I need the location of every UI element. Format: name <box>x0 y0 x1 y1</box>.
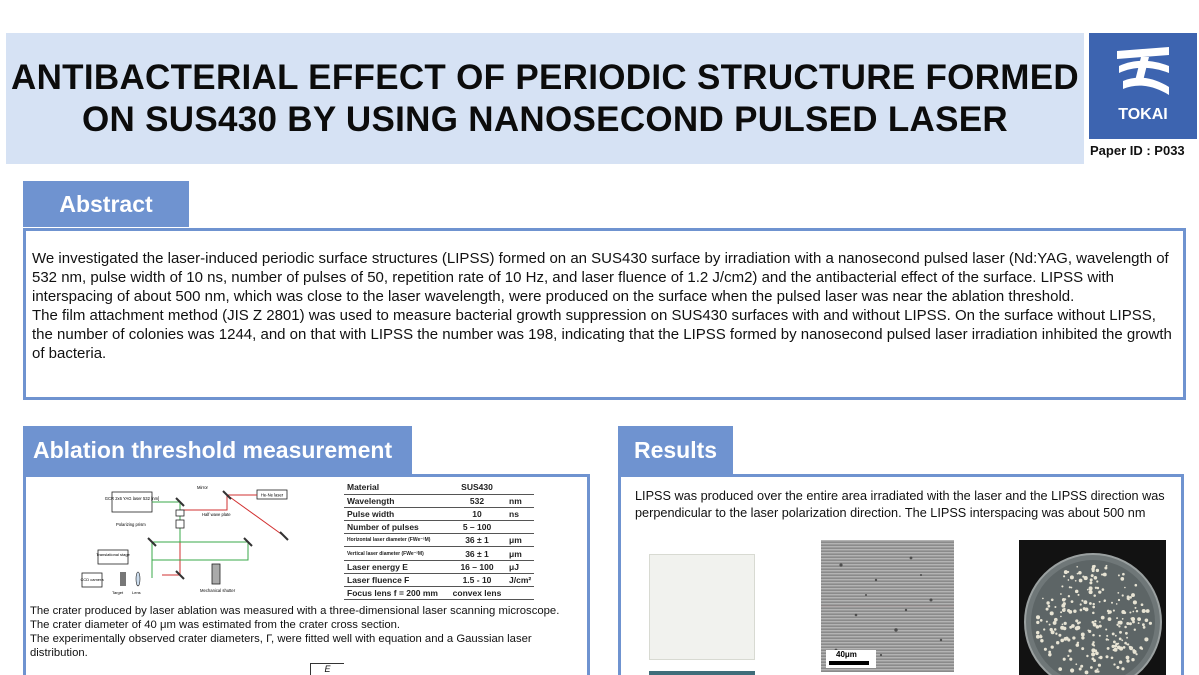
colony-dot <box>1119 621 1123 625</box>
lens-label: Lens <box>132 590 141 595</box>
table-row <box>344 560 534 573</box>
colony-dot <box>1068 579 1070 581</box>
colony-dot <box>1125 632 1128 635</box>
colony-dot <box>1086 655 1088 657</box>
colony-dot <box>1060 611 1062 613</box>
colony-dot <box>1051 645 1054 648</box>
colony-dot <box>1098 590 1101 593</box>
colony-dot <box>1108 610 1111 613</box>
colony-dot <box>1076 626 1080 630</box>
param-value: 1.5 - 10 <box>448 573 506 586</box>
colony-dot <box>1119 660 1122 663</box>
colony-dot <box>1116 666 1119 669</box>
colony-dot <box>1104 566 1107 569</box>
colony-dot <box>1046 601 1049 604</box>
colony-dot <box>1067 655 1069 657</box>
colony-dot <box>1063 658 1066 661</box>
paper-id: Paper ID : P033 <box>1090 143 1185 158</box>
lens <box>136 572 140 586</box>
colony-dot <box>1062 623 1064 625</box>
ablation-text <box>30 604 586 660</box>
colony-dot <box>1087 589 1089 591</box>
colony-dot <box>1118 574 1120 576</box>
polarizing-prism <box>176 520 184 528</box>
colony-dot <box>1113 663 1115 665</box>
param-unit <box>506 587 534 600</box>
petri-dish-image <box>1019 540 1166 675</box>
colony-dot <box>1092 606 1095 609</box>
colony-dot <box>1091 574 1094 577</box>
colony-dot <box>1122 618 1124 620</box>
colony-dot <box>1080 665 1083 668</box>
colony-dot <box>1134 629 1136 631</box>
colony-dot <box>1048 653 1051 656</box>
colony-dot <box>1090 578 1093 581</box>
abstract-heading: Abstract <box>23 181 189 227</box>
param-unit: μJ <box>506 560 534 573</box>
yag-laser-label: GCR 2x6 YAG laser 532 [nm] <box>104 496 160 501</box>
colony-dot <box>1106 565 1108 567</box>
colony-dot <box>1040 619 1043 622</box>
colony-dot <box>1064 637 1068 641</box>
colony-dot <box>1098 664 1101 667</box>
colony-dot <box>1105 655 1108 658</box>
ccd-label: CCD camera <box>80 577 104 582</box>
param-unit: μm <box>506 547 534 560</box>
colony-dot <box>1129 611 1131 613</box>
param-value: 10 <box>448 507 506 520</box>
colony-dot <box>1094 670 1097 673</box>
table-row <box>344 494 534 507</box>
hene-laser-label: He-Ne laser <box>260 492 284 498</box>
yag-laser-box <box>112 492 152 512</box>
colony-dot <box>1118 599 1120 601</box>
colony-dot <box>1091 652 1095 656</box>
colony-dot <box>1126 637 1128 639</box>
table-row <box>344 587 534 600</box>
colony-dot <box>1096 652 1099 655</box>
colony-dot <box>1061 604 1065 608</box>
colony-dot <box>1064 598 1066 600</box>
colony-dot <box>1099 625 1102 628</box>
colony-dot <box>1054 618 1058 622</box>
colony-dot <box>1149 622 1152 625</box>
colony-dot <box>1064 608 1066 610</box>
colony-dot <box>1094 620 1096 622</box>
colony-dot <box>1076 643 1080 647</box>
colony-dot <box>1053 621 1056 624</box>
colony-dot <box>1106 638 1108 640</box>
half-wave-plate <box>176 510 184 516</box>
colony-dot <box>1049 624 1051 626</box>
colony-dot <box>1085 670 1089 674</box>
table-row <box>344 521 534 534</box>
colony-dot <box>1113 640 1116 643</box>
param-unit <box>506 481 534 494</box>
colony-dot <box>1072 636 1075 639</box>
colony-dot <box>1092 612 1095 615</box>
colony-dot <box>1036 631 1040 635</box>
colony-dot <box>1129 622 1132 625</box>
ablation-text-2: The crater diameter of 40 μm was estimated from the crater cross section. <box>30 619 401 631</box>
logo-text: TOKAI <box>1118 106 1168 123</box>
colony-dot <box>1056 641 1059 644</box>
param-value: 16 – 100 <box>448 560 506 573</box>
results-heading: Results <box>618 426 733 474</box>
colony-dot <box>1115 643 1118 646</box>
green-beam <box>152 502 248 578</box>
colony-dot <box>1040 639 1043 642</box>
colony-dot <box>1075 619 1078 622</box>
colony-dot <box>1122 573 1125 576</box>
prism-label: Polarizing prism <box>116 522 146 527</box>
film-sample-base <box>649 671 755 675</box>
colony-dot <box>1099 635 1101 637</box>
colony-dot <box>1129 596 1132 599</box>
table-row <box>344 507 534 520</box>
colony-dot <box>1111 656 1114 659</box>
colony-dot <box>1048 605 1051 608</box>
colony-dot <box>1120 577 1124 581</box>
colony-dot <box>1089 590 1093 594</box>
colony-dot <box>1050 628 1053 631</box>
colony-dot <box>1054 628 1057 631</box>
colony-dot <box>1101 616 1105 620</box>
colony-dot <box>1036 615 1040 619</box>
colony-dot <box>1144 637 1148 641</box>
colony-dot <box>1063 575 1065 577</box>
laser-parameter-table <box>344 481 534 600</box>
colony-dot <box>1079 668 1082 671</box>
colony-dot <box>1075 580 1077 582</box>
colony-dot <box>1145 619 1149 623</box>
colony-dot <box>1068 595 1070 597</box>
colony-dot <box>1080 603 1082 605</box>
colony-dot <box>1103 573 1107 577</box>
colony-dot <box>1069 586 1071 588</box>
table-row <box>344 534 534 547</box>
colony-dot <box>1142 623 1145 626</box>
colony-dot <box>1081 647 1084 650</box>
colony-dot <box>1043 628 1045 630</box>
colony-dot <box>1089 602 1092 605</box>
colony-dot <box>1092 603 1094 605</box>
colony-dot <box>1093 594 1096 597</box>
colony-dot <box>1123 646 1126 649</box>
colony-dot <box>1118 625 1120 627</box>
colony-dot <box>1101 574 1103 576</box>
colony-dot <box>1107 647 1110 650</box>
colony-dot <box>1064 570 1068 574</box>
colony-dot <box>1095 649 1098 652</box>
colony-dot <box>1136 610 1138 612</box>
colony-dot <box>1089 586 1093 590</box>
optical-setup-diagram <box>52 480 292 600</box>
colony-dot <box>1090 667 1092 669</box>
target-label: Target <box>112 590 124 595</box>
colony-dot <box>1069 626 1072 629</box>
table-row <box>344 481 534 494</box>
colony-dot <box>1036 635 1040 639</box>
param-value: 532 <box>448 494 506 507</box>
colony-dot <box>1112 632 1115 635</box>
param-name: Pulse width <box>344 507 448 520</box>
param-value: 5 – 100 <box>448 521 506 534</box>
colony-dot <box>1076 566 1078 568</box>
colony-dot <box>1054 606 1056 608</box>
colony-dot <box>1126 659 1129 662</box>
colony-dot <box>1106 635 1108 637</box>
colony-dot <box>1084 576 1088 580</box>
colony-dot <box>1080 609 1083 612</box>
colony-dot <box>1117 646 1121 650</box>
colony-dot <box>1124 626 1127 629</box>
colony-dot <box>1077 623 1079 625</box>
scale-label: 40μm <box>836 650 857 659</box>
colony-dot <box>1050 611 1054 615</box>
colony-dot <box>1099 601 1101 603</box>
halfwave-label: Half wave plate <box>202 512 231 517</box>
colony-dot <box>1077 594 1079 596</box>
colony-dot <box>1051 598 1054 601</box>
colony-dot <box>1127 595 1130 598</box>
results-text: LIPSS was produced over the entire area irradiated with the laser and the LIPSS direction was perpendicular to the laser polarization direction. The LIPSS interspacing was about 500 nm <box>635 489 1165 520</box>
colony-dot <box>1064 622 1067 625</box>
colony-dot <box>1105 628 1107 630</box>
red-beam <box>162 495 257 575</box>
colony-dot <box>1126 656 1130 660</box>
table-row <box>344 573 534 586</box>
colony-dot <box>1044 648 1047 651</box>
colony-dot <box>1142 609 1146 613</box>
param-unit: ns <box>506 507 534 520</box>
title-line-2: ON SUS430 BY USING NANOSECOND PULSED LASER <box>81 99 1009 139</box>
colony-dot <box>1121 639 1123 641</box>
colony-dot <box>1089 581 1092 584</box>
colony-dot <box>1119 631 1122 634</box>
param-name: Vertical laser diameter (FWe⁻²M) <box>344 547 448 560</box>
param-value: convex lens <box>448 587 506 600</box>
colony-dot <box>1077 642 1079 644</box>
colony-dot <box>1131 593 1135 597</box>
abstract-paragraph-2: The film attachment method (JIS Z 2801) was used to measure bacterial growth suppression on SUS430 surfaces with and without LIPSS. On the surface without LIPSS, the number of colonies was 1244, and on that with LIPSS the number was 198, indicating that the LIPSS formed by nanosecond pulsed laser irradiation inhibited the growth of bacteria. <box>32 307 1172 362</box>
colony-dot <box>1095 587 1097 589</box>
mechanical-shutter <box>212 564 220 584</box>
colony-dot <box>1091 657 1094 660</box>
colony-dot <box>1099 621 1101 623</box>
colony-dot <box>1135 607 1137 609</box>
colony-dot <box>1087 630 1089 632</box>
param-name: Material <box>344 481 448 494</box>
param-value: SUS430 <box>448 481 506 494</box>
colony-dot <box>1113 610 1115 612</box>
colony-dot <box>1138 622 1140 624</box>
param-unit <box>506 521 534 534</box>
colony-dot <box>1081 636 1084 639</box>
colony-dot <box>1092 565 1095 568</box>
stage-label: Translational stage <box>96 552 130 557</box>
colony-dot <box>1042 598 1044 600</box>
shutter-label: Mechanical shutter <box>200 588 236 593</box>
colony-dot <box>1144 626 1146 628</box>
colony-dot <box>1048 651 1051 654</box>
colony-dot <box>1096 625 1100 629</box>
colony-dot <box>1078 571 1082 575</box>
colony-dot <box>1128 598 1130 600</box>
colony-dot <box>1069 658 1072 661</box>
colony-dot <box>1121 667 1124 670</box>
colony-dot <box>1058 634 1061 637</box>
colony-dot <box>1036 621 1039 624</box>
colony-dot <box>1060 616 1062 618</box>
colony-dot <box>1092 621 1095 624</box>
colony-dot <box>1061 585 1063 587</box>
colony-dot <box>1135 584 1138 587</box>
ablation-text-1: The crater produced by laser ablation was measured with a three-dimensional laser scanning microscope. <box>30 605 560 617</box>
colony-dot <box>1098 657 1100 659</box>
colony-dot <box>1119 638 1122 641</box>
colony-dot <box>1073 609 1076 612</box>
formula-fragment: E <box>310 663 344 675</box>
colony-dot <box>1075 663 1077 665</box>
colony-dot <box>1068 610 1072 614</box>
abstract-box <box>23 228 1186 400</box>
colony-dot <box>1067 571 1069 573</box>
tokai-logo-icon <box>1089 33 1197 107</box>
colony-dot <box>1092 634 1095 637</box>
colony-dot <box>1081 600 1083 602</box>
param-value: 36 ± 1 <box>448 547 506 560</box>
param-name: Laser energy E <box>344 560 448 573</box>
colony-dot <box>1141 648 1143 650</box>
colony-dot <box>1131 617 1135 621</box>
ablation-heading: Ablation threshold measurement <box>23 426 412 474</box>
colony-dot <box>1060 593 1062 595</box>
colony-dot <box>1122 594 1124 596</box>
colony-dot <box>1046 621 1048 623</box>
colony-dot <box>1102 588 1105 591</box>
param-name: Focus lens f = 200 mm <box>344 587 448 600</box>
colony-dot <box>1132 611 1134 613</box>
colony-dot <box>1067 638 1070 641</box>
colony-dot <box>1070 668 1074 672</box>
colony-dot <box>1116 617 1118 619</box>
colony-dot <box>1081 633 1085 637</box>
ablation-text-3: The experimentally observed crater diameters, Γ, were fitted well with equation and a Gaussian laser distribution. <box>30 633 532 659</box>
abstract-text <box>32 249 1177 363</box>
colony-dot <box>1129 646 1133 650</box>
colony-dot <box>1083 600 1087 604</box>
colony-dot <box>1146 610 1148 612</box>
colony-dot <box>1126 644 1128 646</box>
table-row <box>344 547 534 560</box>
colony-dot <box>1075 590 1079 594</box>
colony-dot <box>1092 643 1095 646</box>
film-sample-image <box>649 554 755 660</box>
colony-dot <box>1126 622 1129 625</box>
target <box>120 572 126 586</box>
param-unit: nm <box>506 494 534 507</box>
colony-dot <box>1104 599 1107 602</box>
param-name: Horizontal laser diameter (FWe⁻²M) <box>344 534 448 547</box>
param-name: Wavelength <box>344 494 448 507</box>
colony-dot <box>1121 610 1125 614</box>
colony-dot <box>1133 600 1137 604</box>
param-unit: μm <box>506 534 534 547</box>
colony-dot <box>1068 649 1071 652</box>
colony-dot <box>1115 635 1117 637</box>
mirror-6 <box>280 532 288 540</box>
green-beam-2 <box>152 542 180 560</box>
colony-dot <box>1070 575 1074 579</box>
mirror-label: Mirror <box>197 485 208 490</box>
colony-dot <box>1131 658 1134 661</box>
colony-dot <box>1096 569 1099 572</box>
colony-dot <box>1040 634 1042 636</box>
tokai-logo <box>1089 33 1197 139</box>
param-unit: J/cm² <box>506 573 534 586</box>
colony-dot <box>1139 618 1141 620</box>
colony-dot <box>1111 602 1113 604</box>
colony-dot <box>1136 653 1138 655</box>
title-band <box>6 33 1084 164</box>
colony-dot <box>1058 667 1062 671</box>
colony-dot <box>1116 624 1118 626</box>
colony-dot <box>1108 617 1112 621</box>
red-beam-2 <box>227 492 284 536</box>
colony-dot <box>1096 580 1098 582</box>
scale-line <box>829 661 869 665</box>
colony-dot <box>1060 626 1064 630</box>
param-name: Laser fluence F <box>344 573 448 586</box>
abstract-paragraph-1: We investigated the laser-induced periodic surface structures (LIPSS) formed on an SUS430 surface by irradiation with a nanosecond pulsed laser (Nd:YAG, wavelength of 532 nm, pulse width of 10 ns, number of pulses of 50, repetition rate of 10 Hz, and laser fluence of 1.2 J/cm2) and the antibacterial effect of the surface. LIPSS with interspacing of about 500 nm, which was close to the laser wavelength, were produced on the surface when the pulsed laser was near the ablation threshold. <box>32 250 1169 305</box>
colony-dot <box>1113 649 1115 651</box>
colony-dot <box>1055 633 1057 635</box>
colony-dot <box>1046 608 1049 611</box>
colony-dot <box>1071 600 1074 603</box>
param-value: 36 ± 1 <box>448 534 506 547</box>
title-line-1: ANTIBACTERIAL EFFECT OF PERIODIC STRUCTURE FORMED <box>11 57 1079 97</box>
colony-dot <box>1117 592 1119 594</box>
poster-title <box>11 57 1079 141</box>
colony-dot <box>1124 587 1126 589</box>
colony-dot <box>1079 579 1083 583</box>
colony-dot <box>1116 603 1118 605</box>
param-name: Number of pulses <box>344 521 448 534</box>
colony-dot <box>1111 645 1114 648</box>
colony-dot <box>1060 639 1064 643</box>
colony-dot <box>1141 603 1144 606</box>
colony-dot <box>1094 576 1098 580</box>
colony-dot <box>1085 607 1089 611</box>
